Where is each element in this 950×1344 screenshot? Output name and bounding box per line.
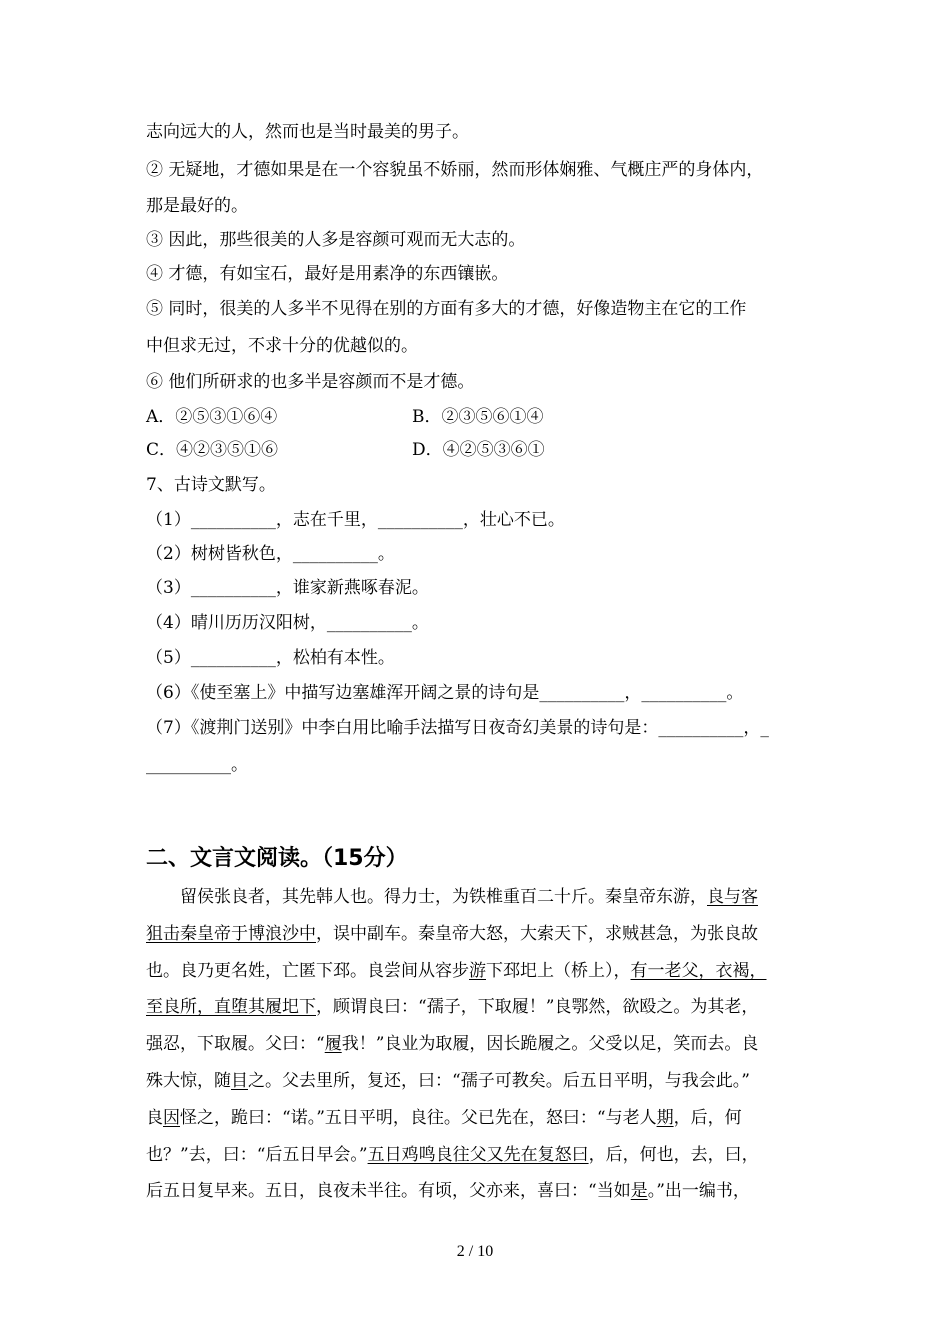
underlined-run: 有一老父，衣褐， [630, 960, 767, 981]
q7-item-2: （2）树树皆秋色，__________。 [146, 544, 395, 564]
intro-line-5: ④ 才德，有如宝石，最好是用素净的东西镶嵌。 [146, 264, 509, 284]
intro-line-8: ⑥ 他们所研求的也多半是容颜而不是才德。 [146, 372, 475, 392]
text-run: ，后，何 [673, 1107, 742, 1128]
text-run: 殊大惊，随 [146, 1070, 231, 1091]
q7-item-1: （1）__________，志在千里，__________，壮心不已。 [146, 510, 565, 530]
q7-item-4: （4）晴川历历汉阳树，__________。 [146, 613, 429, 633]
underlined-run: 游 [469, 960, 486, 981]
option-c: C．④②③⑤①⑥ [146, 440, 279, 460]
text-run: ，顾谓良曰：“孺子，下取履！”良鄂然，欲殴之。为其老， [316, 997, 759, 1018]
underlined-run: 履 [324, 1034, 342, 1055]
passage-line [146, 1100, 818, 1137]
q7-item-5: （5）__________，松柏有本性。 [146, 648, 395, 668]
underlined-run: 是 [630, 1181, 648, 1202]
q7-item-6: （6）《使至塞上》中描写边塞雄浑开阔之景的诗句是__________，__________。 [146, 683, 744, 703]
text-run: 留侯张良者，其先韩人也。得力士，为铁椎重百二十斤。秦皇帝东游， [180, 887, 707, 907]
text-run: 也？”去，曰：“后五日早会。” [146, 1144, 368, 1165]
passage [146, 879, 818, 1210]
underlined-run: 期 [656, 1107, 674, 1128]
underlined-run: 五日鸡鸣良往父又先在复怒曰 [367, 1144, 589, 1165]
passage-line [146, 1063, 818, 1100]
question-7-title: 7、古诗文默写。 [146, 475, 276, 495]
text-run: ，误中副车。秦皇帝大怒，大索天下，求贼甚急，为张良故 [316, 923, 758, 944]
text-run: 强忍，下取履。父曰：“ [146, 1034, 325, 1055]
passage-line [146, 989, 818, 1026]
passage-line [146, 916, 818, 953]
text-run: 也。良乃更名姓，亡匿下邳。良尝间从容步 [146, 960, 469, 981]
page-number: 2 / 10 [456, 1243, 494, 1260]
q7-item-7-cont: __________。 [146, 755, 248, 775]
underlined-run: 良与客 [707, 887, 758, 907]
passage-line [146, 953, 818, 990]
text-run: 良 [146, 1107, 163, 1128]
q7-item-7: （7）《渡荆门送别》中李白用比喻手法描写日夜奇幻美景的诗句是：__________，_ [146, 718, 769, 738]
intro-line-4: ③ 因此，那些很美的人多是容颜可观而无大志的。 [146, 230, 526, 250]
text-run: 下邳圯上（桥上）， [486, 960, 631, 981]
intro-line-7: 中但求无过，不求十分的优越似的。 [146, 336, 418, 356]
q7-item-3: （3）__________，谁家新燕啄春泥。 [146, 578, 429, 598]
text-run: 后五日复早来。五日，良夜未半往。有顷，父亦来，喜曰：“当如 [146, 1181, 631, 1202]
text-run: ，后，何也，去，曰， [588, 1144, 759, 1165]
underlined-run: 目 [231, 1070, 248, 1091]
option-b: B．②③⑤⑥①④ [412, 407, 544, 427]
intro-line-3: 那是最好的。 [146, 196, 248, 216]
text-run: 之。父去里所，复还，曰：“孺子可教矣。后五日平明，与我会此。” [248, 1070, 750, 1091]
passage-line [146, 1137, 818, 1174]
passage-line [146, 879, 818, 916]
text-run: 怪之，跪曰：“诺。”五日平明，良往。父已先在，怒曰：“与老人 [180, 1107, 657, 1128]
text-run: 。”出一编书， [647, 1181, 750, 1202]
underlined-run: 因 [163, 1107, 180, 1128]
intro-line-2: ② 无疑地，才德如果是在一个容貌虽不娇丽，然而形体娴雅、气概庄严的身体内， [146, 160, 764, 180]
underlined-run: 至良所，直堕其履圯下 [146, 997, 316, 1018]
option-d: D．④②⑤③⑥① [412, 440, 545, 460]
option-a: A．②⑤③①⑥④ [146, 407, 278, 427]
text-run: 我！”良业为取履，因长跪履之。父受以足，笑而去。良 [341, 1034, 759, 1055]
underlined-run: 狙击秦皇帝于博浪沙中 [146, 923, 316, 944]
section-heading: 二、文言文阅读。（15分） [146, 846, 408, 871]
intro-line-6: ⑤ 同时，很美的人多半不见得在别的方面有多大的才德，好像造物主在它的工作 [146, 299, 747, 319]
intro-line-1: 志向远大的人，然而也是当时最美的男子。 [146, 122, 469, 142]
passage-line [146, 1173, 818, 1210]
passage-line [146, 1026, 818, 1063]
